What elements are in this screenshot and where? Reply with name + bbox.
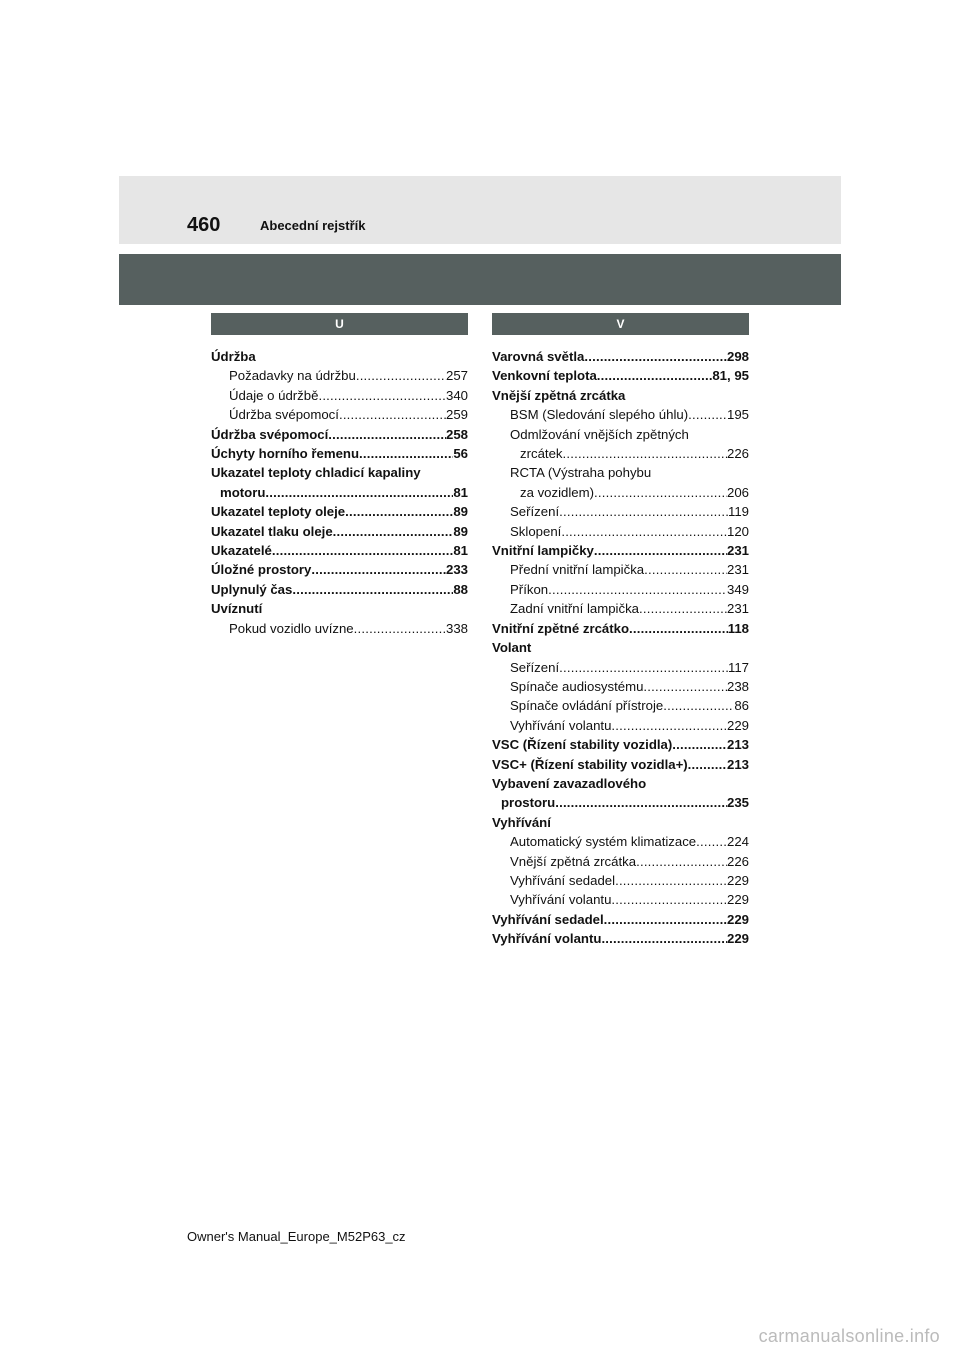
dot-leader — [559, 502, 728, 521]
index-entry — [492, 890, 749, 909]
index-entry — [492, 910, 749, 929]
index-term: Volant — [492, 640, 532, 656]
page-reference: 340 — [445, 387, 468, 403]
index-term: motoru — [220, 484, 266, 500]
watermark: carmanualsonline.info — [758, 1326, 940, 1346]
index-term: Vyhřívání sedadel — [492, 911, 604, 927]
dot-leader — [292, 580, 453, 599]
index-entry — [492, 696, 749, 715]
index-term: Automatický systém klimatizace — [510, 834, 697, 850]
page-number: 460 — [187, 214, 221, 236]
dot-leader — [696, 832, 727, 851]
dot-leader — [604, 910, 727, 929]
index-entry — [492, 658, 749, 677]
index-entry — [492, 483, 749, 502]
index-entry — [492, 463, 749, 482]
index-entry — [211, 386, 468, 405]
dot-leader — [611, 716, 727, 735]
page-reference: 195 — [726, 407, 749, 423]
index-entry — [492, 580, 749, 599]
page-reference: 229 — [726, 911, 749, 927]
index-term: Vyhřívání sedadel — [510, 872, 616, 888]
page-reference: 119 — [727, 504, 749, 520]
index-term: Vyhřívání — [492, 814, 551, 830]
page-reference: 349 — [726, 581, 749, 597]
dot-leader — [594, 483, 727, 502]
index-entry — [492, 541, 749, 560]
page-reference: 88 — [453, 581, 468, 597]
dot-leader — [339, 405, 446, 424]
index-term: Vnější zpětná zrcátka — [510, 853, 637, 869]
page-reference: 226 — [726, 853, 749, 869]
page-reference: 229 — [726, 717, 749, 733]
index-term: Seřízení — [510, 504, 560, 520]
index-term: Ukazatel teploty oleje — [211, 504, 346, 520]
index-term: VSC+ (Řízení stability vozidla+) — [492, 756, 688, 772]
dot-leader — [561, 522, 727, 541]
index-entry — [492, 813, 749, 832]
dot-leader — [559, 658, 728, 677]
index-entry — [211, 599, 468, 618]
index-term: Úchyty horního řemenu — [211, 446, 360, 462]
index-entry — [211, 405, 468, 424]
index-entry — [211, 425, 468, 444]
index-entry — [492, 366, 749, 385]
page-reference: 117 — [727, 659, 749, 675]
index-term: Uplynulý čas — [211, 581, 293, 597]
dot-leader — [644, 560, 727, 579]
index-entry — [492, 793, 749, 812]
index-entry — [492, 347, 749, 366]
index-term: Vnější zpětná zrcátka — [492, 387, 626, 403]
index-entry — [492, 502, 749, 521]
index-entry — [492, 735, 749, 754]
index-term: Uvíznutí — [211, 601, 263, 617]
index-column-u — [211, 313, 468, 638]
index-term: Odmlžování vnějších zpětných — [510, 426, 689, 442]
dot-leader — [643, 677, 727, 696]
page-reference: 120 — [726, 523, 749, 539]
index-term: Zadní vnitřní lampička — [510, 601, 639, 617]
index-term: VSC (Řízení stability vozidla) — [492, 737, 673, 753]
index-term: Úložné prostory — [211, 562, 312, 578]
index-entry — [492, 386, 749, 405]
index-term: Pokud vozidlo uvízne — [229, 620, 354, 636]
dot-leader — [629, 619, 728, 638]
dot-leader — [311, 560, 446, 579]
index-entry — [211, 366, 468, 385]
dot-leader — [356, 366, 446, 385]
index-term: Spínače ovládání přístroje — [510, 698, 664, 714]
page-reference: 213 — [726, 756, 749, 772]
index-term: Vybavení zavazadlového — [492, 775, 647, 791]
index-term: RCTA (Výstraha pohybu — [510, 465, 652, 481]
index-entry — [211, 522, 468, 541]
dot-leader — [688, 755, 727, 774]
index-entry — [492, 522, 749, 541]
page-reference: 258 — [445, 426, 468, 442]
index-entry — [492, 755, 749, 774]
page-reference: 56 — [453, 446, 468, 462]
dot-leader — [333, 522, 454, 541]
page-reference: 229 — [726, 872, 749, 888]
index-entry — [211, 560, 468, 579]
dot-leader — [611, 890, 727, 909]
dot-leader — [555, 793, 727, 812]
index-term: Údržba svépomocí — [229, 407, 339, 423]
index-entry — [492, 619, 749, 638]
page-reference: 235 — [726, 795, 749, 811]
page-reference: 229 — [726, 892, 749, 908]
index-entry — [211, 580, 468, 599]
dot-leader — [354, 619, 446, 638]
page-reference: 231 — [726, 601, 749, 617]
index-entry — [492, 425, 749, 444]
index-term: Vyhřívání volantu — [510, 892, 612, 908]
page-reference: 81, 95 — [712, 368, 749, 384]
index-entry — [211, 502, 468, 521]
page-reference: 233 — [445, 562, 468, 578]
dot-leader — [594, 541, 727, 560]
index-term: Spínače audiosystému — [510, 678, 644, 694]
page-reference: 81 — [453, 543, 468, 559]
dot-leader — [345, 502, 453, 521]
dot-leader — [328, 425, 446, 444]
dot-leader — [272, 541, 453, 560]
page-reference: 298 — [726, 349, 749, 364]
footer-text: Owner's Manual_Europe_M52P63_cz — [187, 1229, 406, 1244]
index-term: Ukazatel teploty chladicí kapaliny — [211, 465, 421, 481]
dot-leader — [601, 929, 727, 948]
index-term: Vyhřívání volantu — [492, 931, 602, 947]
page-reference: 259 — [445, 407, 468, 423]
index-term: Přední vnitřní lampička — [510, 562, 645, 578]
page-reference: 81 — [453, 484, 468, 500]
index-entry — [492, 677, 749, 696]
dot-leader — [265, 483, 453, 502]
index-term: Venkovní teplota — [492, 368, 597, 384]
index-entry — [211, 483, 468, 502]
dot-leader — [359, 444, 453, 463]
index-entry — [492, 638, 749, 657]
page-reference: 86 — [734, 698, 749, 714]
dot-leader — [639, 599, 727, 618]
index-term: Údržba — [211, 349, 256, 364]
dot-leader — [688, 405, 727, 424]
index-entry — [211, 541, 468, 560]
index-term: Vnitřní zpětné zrcátko — [492, 620, 630, 636]
page-reference: 118 — [727, 620, 749, 636]
index-entry — [211, 463, 468, 482]
dot-leader — [615, 871, 727, 890]
index-entry — [211, 619, 468, 638]
index-term: Seřízení — [510, 659, 560, 675]
page-reference: 238 — [726, 678, 749, 694]
header-band — [119, 254, 841, 305]
page-reference: 213 — [726, 737, 749, 753]
index-term: Příkon — [510, 581, 549, 597]
dot-leader — [318, 386, 446, 405]
index-entry — [492, 560, 749, 579]
dot-leader — [597, 366, 713, 385]
index-term: Varovná světla — [492, 349, 585, 364]
index-entry — [492, 405, 749, 424]
letter-heading-u: U — [211, 313, 468, 335]
index-entry — [492, 871, 749, 890]
index-entry — [492, 716, 749, 735]
index-entry — [492, 599, 749, 618]
page-reference: 226 — [726, 446, 749, 462]
index-term: zrcátek — [520, 446, 563, 462]
page-reference: 338 — [445, 620, 468, 636]
section-title: Abecední rejstřík — [260, 218, 366, 233]
index-entry — [492, 929, 749, 948]
index-term: Ukazatel tlaku oleje — [211, 523, 333, 539]
index-term: Vyhřívání volantu — [510, 717, 612, 733]
index-entry — [211, 444, 468, 463]
index-term: Požadavky na údržbu — [229, 368, 356, 384]
index-term: za vozidlem) — [520, 484, 595, 500]
index-entry — [492, 444, 749, 463]
index-entry — [492, 832, 749, 851]
dot-leader — [663, 696, 734, 715]
index-column-v — [492, 313, 749, 949]
letter-heading-v: V — [492, 313, 749, 335]
page-reference: 206 — [726, 484, 749, 500]
page-reference: 89 — [453, 504, 468, 520]
dot-leader — [636, 852, 727, 871]
dot-leader — [563, 444, 727, 463]
index-term: Sklopení — [510, 523, 562, 539]
index-term: BSM (Sledování slepého úhlu) — [510, 407, 689, 423]
index-term: Údržba svépomocí — [211, 426, 329, 442]
dot-leader — [548, 580, 727, 599]
index-term: Ukazatelé — [211, 543, 272, 559]
index-term: Údaje o údržbě — [229, 387, 319, 403]
dot-leader — [584, 347, 727, 366]
page-reference: 231 — [726, 562, 749, 578]
index-entry — [492, 774, 749, 793]
page-reference: 224 — [726, 834, 749, 850]
index-entry — [492, 852, 749, 871]
index-term: prostoru — [501, 795, 556, 811]
dot-leader — [672, 735, 727, 754]
index-term: Vnitřní lampičky — [492, 543, 594, 559]
page-reference: 257 — [445, 368, 468, 384]
page-reference: 231 — [726, 543, 749, 559]
header-bar — [119, 176, 841, 244]
page-reference: 89 — [453, 523, 468, 539]
index-entry — [211, 347, 468, 366]
page-reference: 229 — [726, 931, 749, 947]
